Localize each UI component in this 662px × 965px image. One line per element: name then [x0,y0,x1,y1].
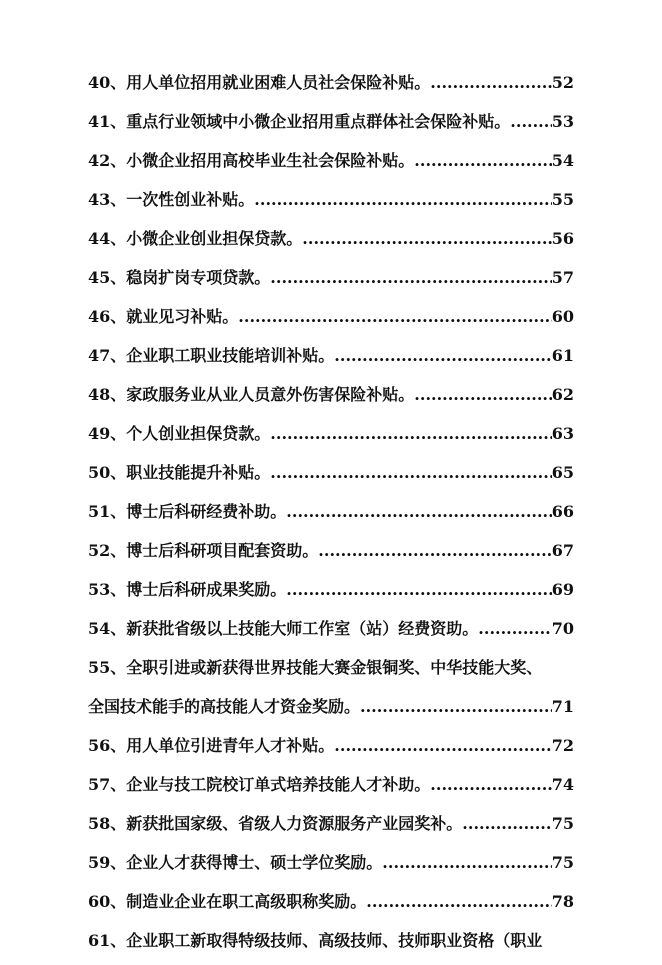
toc-entry-title: 家政服务业从业人员意外伤害保险补贴。 [126,385,415,404]
toc-dot-leader [430,770,551,799]
toc-entry-title: 制造业企业在职工高级职称奖励。 [126,892,367,911]
toc-entry[interactable] [88,575,574,604]
toc-dot-leader [334,341,551,370]
toc-entry[interactable] [88,926,574,955]
toc-entry-number: 41、 [88,112,127,131]
toc-entry-page: 60 [551,307,574,326]
toc-dot-leader [302,224,551,253]
toc-entry[interactable] [88,809,574,838]
toc-entry-page: 56 [551,229,574,248]
toc-entry[interactable] [88,341,574,370]
toc-entry-title: 重点行业领域中小微企业招用重点群体社会保险补贴。 [126,112,511,131]
toc-entry-number: 58、 [88,814,127,833]
toc-entry-title: 博士后科研成果奖励。 [126,580,287,599]
toc-entry-number: 40、 [88,73,127,92]
toc-entry-number: 42、 [88,151,127,170]
toc-entry-page: 61 [551,346,574,365]
toc-entry-page: 54 [551,151,574,170]
toc-entry-title: 企业职工职业技能培训补贴。 [126,346,335,365]
toc-entry-page: 65 [551,463,574,482]
toc-entry-page: 52 [551,73,574,92]
toc-entry-number: 61、 [88,931,127,950]
toc-entry-number: 44、 [88,229,127,248]
toc-dot-leader [360,692,552,721]
toc-dot-leader [366,887,551,916]
toc-entry[interactable] [88,458,574,487]
toc-dot-leader [254,185,551,214]
toc-entry-title: 职业技能提升补贴。 [126,463,271,482]
toc-entry[interactable] [88,302,574,331]
toc-entry-title: 企业与技工院校订单式培养技能人才补助。 [126,775,431,794]
toc-dot-leader [414,380,551,409]
toc-entry-title: 企业职工新取得特级技师、高级技师、技师职业资格（职业 [126,931,543,950]
toc-entry[interactable] [88,848,574,877]
toc-entry-page: 62 [551,385,574,404]
toc-entry-title: 就业见习补贴。 [126,307,239,326]
toc-entry[interactable] [88,536,574,565]
toc-entry-title: 小微企业创业担保贷款。 [126,229,303,248]
toc-entry-number: 47、 [88,346,127,365]
toc-entry-number: 57、 [88,775,127,794]
toc-entry-title: 博士后科研经费补助。 [126,502,287,521]
toc-dot-leader [238,302,551,331]
toc-dot-leader [414,146,551,175]
toc-entry-number: 50、 [88,463,127,482]
toc-dot-leader [334,731,551,760]
toc-entry-page: 70 [551,619,574,638]
toc-entry[interactable] [88,380,574,409]
toc-dot-leader [430,68,551,97]
toc-entry-title: 企业人才获得博士、硕士学位奖励。 [126,853,383,872]
toc-entry[interactable] [88,497,574,526]
toc-entry[interactable] [88,224,574,253]
toc-entry-number: 51、 [88,502,127,521]
toc-entry-number: 49、 [88,424,127,443]
toc-entry-number: 56、 [88,736,127,755]
toc-entry-title: 博士后科研项目配套资助。 [126,541,319,560]
toc-entry[interactable] [88,731,574,760]
toc-entry[interactable] [88,653,574,682]
toc-entry-title: 全职引进或新获得世界技能大赛金银铜奖、中华技能大奖、 [126,658,543,677]
toc-dot-leader [478,614,551,643]
toc-entry-number: 53、 [88,580,127,599]
toc-entry[interactable] [88,107,574,136]
toc-entry-number: 45、 [88,268,127,287]
toc-dot-leader [382,848,551,877]
toc-entry-title: 用人单位招用就业困难人员社会保险补贴。 [126,73,431,92]
toc-entry-title: 稳岗扩岗专项贷款。 [126,268,271,287]
toc-entry-page: 63 [551,424,574,443]
toc-entry[interactable] [88,887,574,916]
toc-dot-leader [270,419,551,448]
toc-entry-page: 67 [551,541,574,560]
toc-entry-number: 43、 [88,190,127,209]
toc-entry-title: 用人单位引进青年人才补贴。 [126,736,335,755]
toc-entry-title: 全国技术能手的高技能人才资金奖励。 [88,697,361,716]
toc-entry[interactable] [88,68,574,97]
toc-entry-page: 53 [551,112,574,131]
toc-entry-page: 57 [551,268,574,287]
toc-entry[interactable] [88,770,574,799]
toc-entry-page: 75 [551,814,574,833]
toc-entry-page: 69 [551,580,574,599]
toc-entry[interactable] [88,185,574,214]
toc-entry[interactable] [88,614,574,643]
toc-entry[interactable] [88,263,574,292]
toc-entry-page: 55 [551,190,574,209]
toc-entry-number: 46、 [88,307,127,326]
toc-entry-number: 60、 [88,892,127,911]
toc-entry-title: 新获批省级以上技能大师工作室（站）经费资助。 [126,619,479,638]
toc-entry-page: 71 [551,697,574,716]
toc-entry[interactable] [88,419,574,448]
toc-entry-number: 59、 [88,853,127,872]
toc-entry-title: 新获批国家级、省级人力资源服务产业园奖补。 [126,814,463,833]
toc-dot-leader [286,575,551,604]
toc-entry-page: 78 [551,892,574,911]
toc-entry-page: 72 [551,736,574,755]
toc-entry-number: 55、 [88,658,127,677]
toc-dot-leader [462,809,551,838]
toc-dot-leader [510,107,551,136]
toc-dot-leader [318,536,551,565]
toc-entry-page: 74 [551,775,574,794]
toc-entry-title: 小微企业招用高校毕业生社会保险补贴。 [126,151,415,170]
toc-dot-leader [286,497,551,526]
toc-entry-title: 个人创业担保贷款。 [126,424,271,443]
toc-entry-number: 52、 [88,541,127,560]
table-of-contents [88,68,574,965]
toc-entry-continuation[interactable] [88,692,574,721]
toc-entry-number: 54、 [88,619,127,638]
toc-entry[interactable] [88,146,574,175]
toc-dot-leader [270,263,551,292]
toc-entry-title: 一次性创业补贴。 [126,190,255,209]
toc-entry-page: 66 [551,502,574,521]
toc-entry-page: 75 [551,853,574,872]
toc-dot-leader [270,458,551,487]
toc-entry-number: 48、 [88,385,127,404]
